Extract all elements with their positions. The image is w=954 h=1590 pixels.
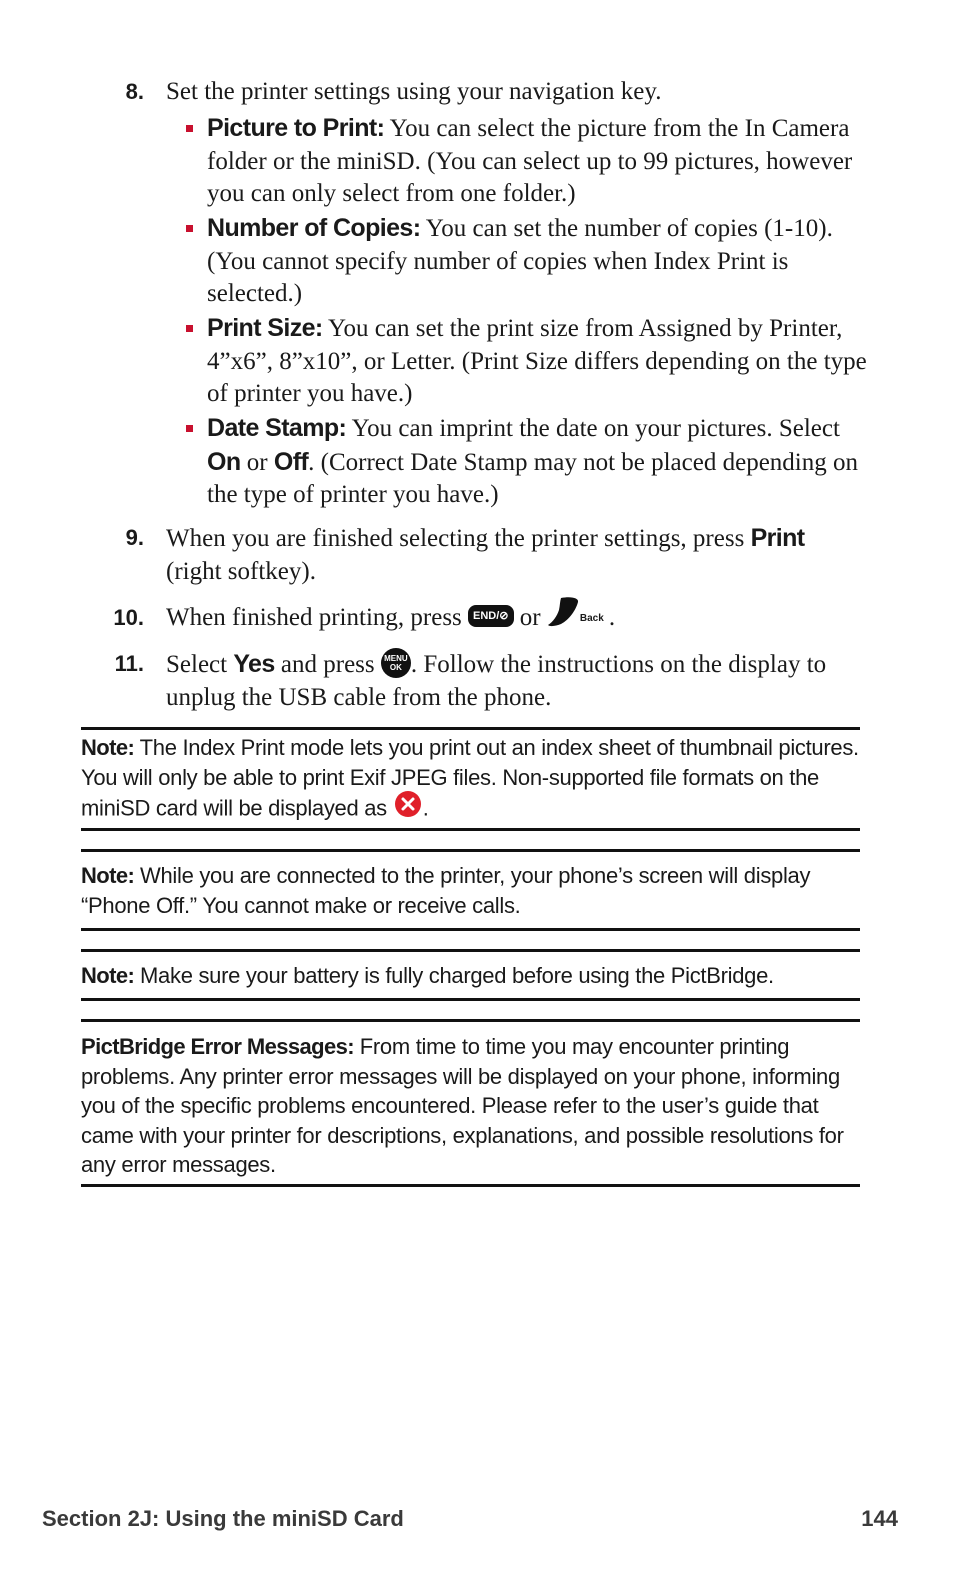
note-text: . bbox=[422, 795, 429, 821]
divider bbox=[81, 727, 860, 730]
step-text: . Follow the instructions on the display to unplug the USB cable from the phone. bbox=[166, 651, 827, 711]
bullet-square-icon bbox=[186, 125, 193, 132]
bullet-square-icon bbox=[186, 425, 193, 432]
divider bbox=[81, 1184, 860, 1187]
note-printer-connection bbox=[81, 861, 860, 920]
bullet-text: You can imprint the date on your pictures. Select bbox=[346, 415, 840, 442]
bullet-label: Number of Copies: bbox=[207, 214, 421, 242]
yes-option: Yes bbox=[233, 650, 275, 678]
end-key-icon: END/⊘ bbox=[468, 605, 514, 627]
note-label: Note: bbox=[81, 735, 135, 760]
footer-section-title: Section 2J: Using the miniSD Card bbox=[42, 1506, 404, 1531]
menu-label: MENU bbox=[384, 654, 408, 664]
note-pictbridge-errors bbox=[81, 1032, 860, 1180]
divider bbox=[81, 828, 860, 831]
step-text: and press bbox=[274, 651, 381, 678]
step-text: or bbox=[513, 604, 547, 631]
note-label: PictBridge Error Messages: bbox=[81, 1034, 354, 1059]
divider bbox=[81, 928, 860, 931]
back-label: Back bbox=[579, 613, 604, 625]
bullet-text: You can select the picture from the In Camera folder or the miniSD. (You can select up to 99 pictures, however you can only select from one folder.) bbox=[207, 115, 853, 207]
step-text: Select bbox=[166, 651, 234, 678]
ok-label: OK bbox=[389, 663, 402, 673]
note-text: From time to time you may encounter printing problems. Any printer error messages will be displayed on your phone, informing you of the specific problems encountered. Please refer to the user’s guide that came with your printer for descriptions, explanations, and possible resolutions for any error messages. bbox=[81, 1034, 844, 1177]
step-text: (right softkey). bbox=[166, 557, 316, 585]
bullet-text: or bbox=[240, 448, 274, 476]
step-number: 11. bbox=[114, 651, 144, 676]
note-battery bbox=[81, 961, 860, 991]
bullet-label: Print Size: bbox=[207, 314, 323, 342]
bullet-text: . (Correct Date Stamp may not be placed depending on the type of printer you have.) bbox=[207, 448, 858, 508]
note-text: The Index Print mode lets you print out an index sheet of thumbnail pictures. You will only be able to print Exif JPEG files. Non-supported file formats on the miniSD card will be displayed as bbox=[81, 735, 859, 821]
divider bbox=[81, 849, 860, 852]
step-text: When you are finished selecting the printer settings, press bbox=[166, 525, 751, 552]
menu-ok-key-icon bbox=[381, 648, 411, 678]
step-text: Set the printer settings using your navigation key. bbox=[166, 78, 662, 105]
bullet-label: Date Stamp: bbox=[207, 414, 347, 442]
note-text: While you are connected to the printer, your phone’s screen will display “Phone Off.” You cannot make or receive calls. bbox=[81, 863, 811, 918]
bullet-text: You can set the number of copies (1-10). (You cannot specify number of copies when Index Print is selected.) bbox=[207, 215, 833, 307]
divider bbox=[81, 998, 860, 1001]
bullet-text: You can set the print size from Assigned by Printer, 4”x6”, 8”x10”, or Letter. (Print Size differs depending on the type of printer you have.) bbox=[207, 315, 867, 407]
option-off: Off bbox=[273, 447, 309, 476]
bullet-square-icon bbox=[186, 225, 193, 232]
note-label: Note: bbox=[81, 963, 135, 988]
step-text: When finished printing, press bbox=[166, 604, 469, 631]
footer-page-number: 144 bbox=[861, 1506, 898, 1531]
note-label: Note: bbox=[81, 863, 135, 888]
error-x-icon bbox=[393, 790, 423, 826]
note-index-print bbox=[81, 733, 860, 828]
divider bbox=[81, 1019, 860, 1022]
divider bbox=[81, 949, 860, 952]
step-number: 8. bbox=[125, 79, 144, 104]
step-number: 9. bbox=[125, 525, 144, 550]
print-softkey-label: Print bbox=[750, 524, 805, 552]
bullet-square-icon bbox=[186, 325, 193, 332]
step-text: . bbox=[608, 604, 616, 631]
option-on: On bbox=[207, 447, 241, 476]
back-key-icon bbox=[547, 596, 609, 630]
note-text: Make sure your battery is fully charged before using the PictBridge. bbox=[134, 963, 774, 988]
bullet-label: Picture to Print: bbox=[207, 114, 385, 142]
step-number: 10. bbox=[113, 605, 144, 630]
